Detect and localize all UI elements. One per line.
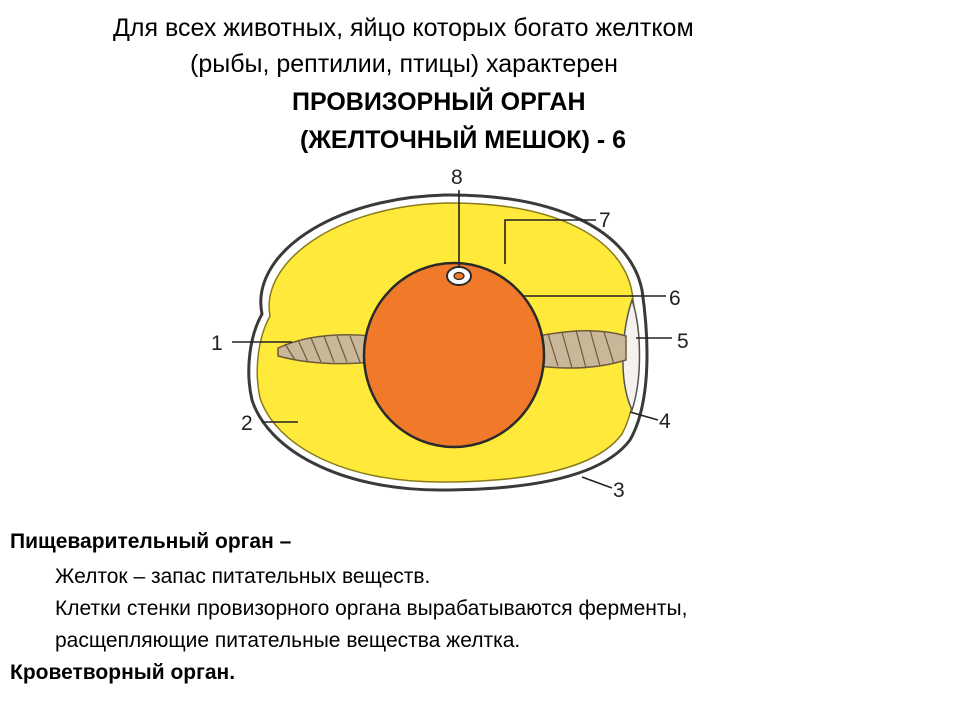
- chalaza-right: [538, 330, 626, 368]
- text-line-3: расщепляющие питательные вещества желтка.: [55, 629, 521, 652]
- yolk: [364, 263, 544, 447]
- label-2: 2: [241, 412, 253, 435]
- text-line-2: Клетки стенки провизорного органа вырабатываются ферменты,: [55, 597, 688, 620]
- label-5: 5: [677, 330, 689, 353]
- title-line-3: ПРОВИЗОРНЫЙ ОРГАН: [292, 88, 586, 116]
- text-line-1: Желток – запас питательных веществ.: [55, 565, 431, 588]
- label-8: 8: [451, 166, 463, 189]
- label-7: 7: [599, 209, 611, 232]
- label-3: 3: [613, 479, 625, 502]
- heading-hematopoietic: Кроветворный орган.: [10, 661, 236, 684]
- title-line-2: (рыбы, рептилии, птицы) характерен: [190, 50, 618, 78]
- label-1: 1: [211, 332, 223, 355]
- label-4: 4: [659, 410, 671, 433]
- title-line-1: Для всех животных, яйцо которых богато желтком: [113, 14, 694, 42]
- leader-3: [582, 477, 612, 488]
- label-6: 6: [669, 287, 681, 310]
- heading-digestive: Пищеварительный орган –: [10, 530, 292, 553]
- title-line-4: (ЖЕЛТОЧНЫЙ МЕШОК) - 6: [300, 126, 627, 154]
- germinal-disc-core: [454, 273, 464, 280]
